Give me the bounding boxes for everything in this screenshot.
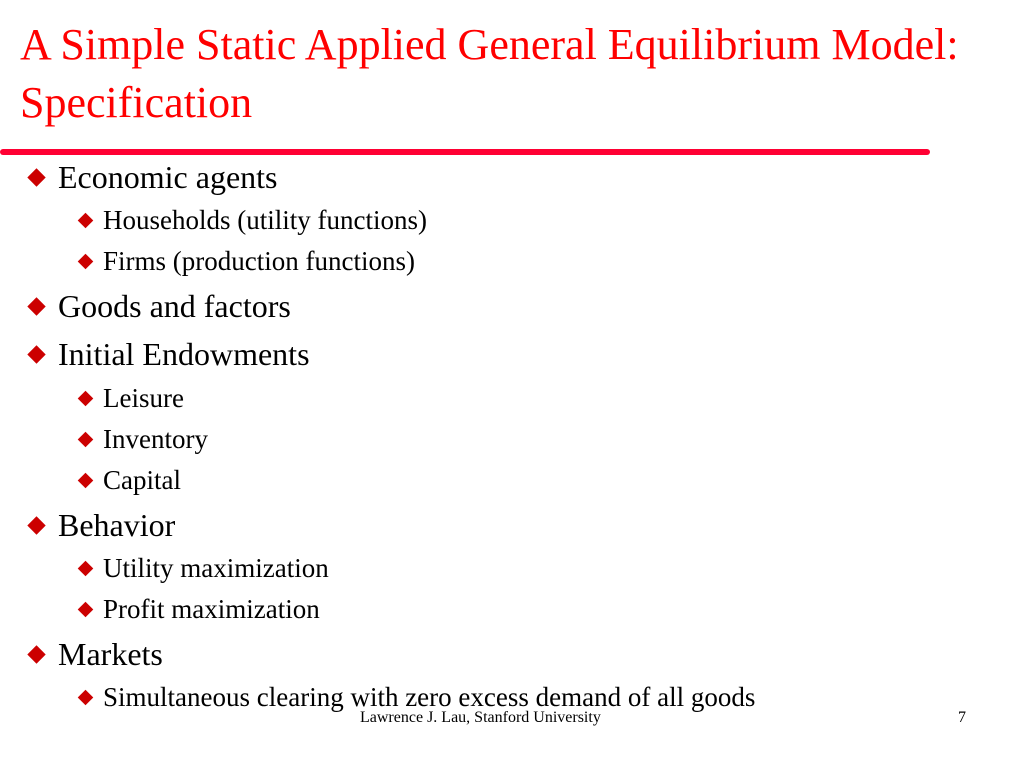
sub-bullet-text: Simultaneous clearing with zero excess demand of all goods [103,682,756,712]
diamond-bullet-icon [27,345,45,363]
sub-bullet-text: Households (utility functions) [103,205,427,235]
page-number: 7 [958,709,966,726]
sub-bullet-text: Firms (production functions) [103,246,415,276]
diamond-bullet-icon [78,391,94,407]
sub-bullet-text: Utility maximization [103,553,329,583]
bullet-markets [58,634,163,674]
diamond-bullet-icon [78,561,94,577]
diamond-bullet-icon [27,297,45,315]
sub-bullet-firms [103,244,415,278]
diamond-bullet-icon [27,168,45,186]
sub-bullet-text: Leisure [103,383,184,413]
diamond-bullet-icon [78,254,94,270]
slide-title: A Simple Static Applied General Equilibrium Model: Specification [20,20,959,127]
bullet-goods-and-factors [58,286,291,326]
sub-bullet-leisure [103,381,184,415]
bullet-text: Markets [58,636,163,672]
bullet-economic-agents [58,157,277,197]
diamond-bullet-icon [78,213,94,229]
bullet-text: Behavior [58,507,176,543]
sub-bullet-text: Capital [103,465,181,495]
sub-bullet-inventory [103,422,208,456]
diamond-bullet-icon [78,690,94,706]
bullet-text: Goods and factors [58,288,291,324]
sub-bullet-text: Profit maximization [103,594,320,624]
bullet-initial-endowments [58,334,310,374]
sub-bullet-households [103,203,427,237]
bullet-text: Initial Endowments [58,336,310,372]
bullet-text: Economic agents [58,159,278,195]
title-underline [0,149,930,155]
diamond-bullet-icon [78,432,94,448]
bullet-behavior [58,505,175,545]
diamond-bullet-icon [78,602,94,618]
sub-bullet-profit-maximization [103,592,320,626]
sub-bullet-utility-maximization [103,551,329,585]
sub-bullet-capital [103,463,181,497]
diamond-bullet-icon [78,473,94,489]
footer-author: Lawrence J. Lau, Stanford University [360,709,601,726]
diamond-bullet-icon [27,645,45,663]
diamond-bullet-icon [27,516,45,534]
sub-bullet-text: Inventory [103,424,208,454]
